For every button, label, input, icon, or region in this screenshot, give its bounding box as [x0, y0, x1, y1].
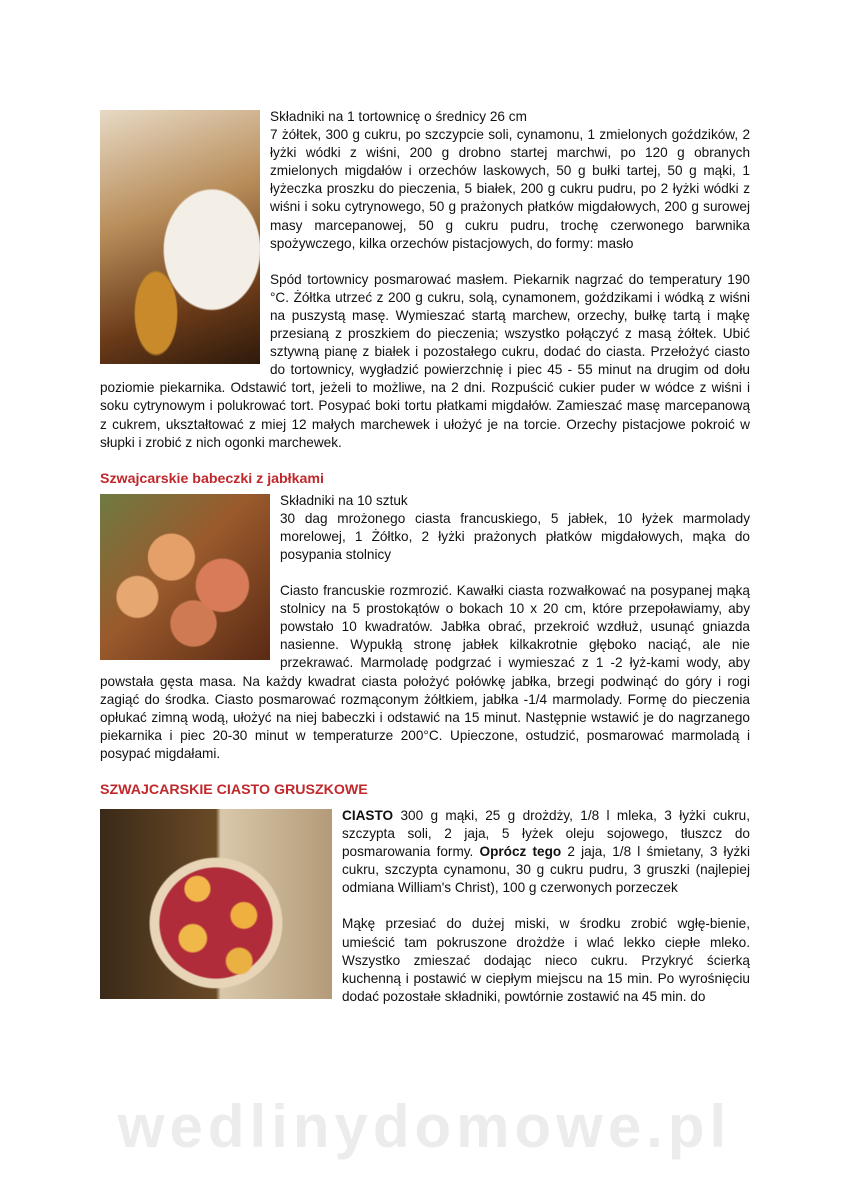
recipe1-method: Spód tortownicy posmarować masłem. Piekarnik nagrzać do temperatury 190 °C. Żółtka utrzeć z 200 g cukru, solą, cynamonem, goździkami i wódką z wiśni na puszystą masę. Wymieszać startą marchew, orzechy, bułkę tartą i mąkę przesianą z proszkiem do pieczenia; wszystko połączyć z masą żółtek. Ubić sztywną pianę z białek i pozostałego cukru, dodać do ciasta. Przełożyć ciasto do tortownicy, wygładzić powierzchnię i piec 45 - 55 minut na drugim od dołu poziomie piekarnika. Odstawić tort, jeżeli to możliwe, na 2 dni. Rozpuścić cukier puder w wódce z wiśni i soku cytrynowym i polukrować tort. Posypać boki tortu płatkami migdałów. Zamieszać masę marcepanową z cukrem, ukształtować z miej 12 małych marchewek i ułożyć je na torcie. Orzechy pistacjowe pokroić w słupki i zrobić z nich ogonki marchewek.: [100, 271, 750, 450]
spacer: [100, 763, 750, 781]
recipe1-ingredients-heading: Składniki na 1 tortownicę o średnicy 26 cm: [270, 109, 527, 124]
oprocz-label: Oprócz tego: [479, 844, 562, 860]
pear-cake-photo: [100, 809, 332, 999]
apple-tartlets-photo: [100, 494, 270, 660]
recipe2-ingredients: 30 dag mrożonego ciasta francuskiego, 5 jabłek, 10 łyżek marmolady morelowej, 1 Żółtko, 2 łyżki prażonych płatków migdałowych, mąka do posypania stolnicy: [280, 510, 750, 562]
oprocz-text: 2 jaja, 1/8 l śmietany, 3 łyżki cukru, szczypta cynamonu, 30 g cukru pudru, 3 gruszki (najlepiej odmiana William's Christ), 100 g czerwonych porzeczek: [342, 844, 750, 896]
recipe2-method: Ciasto francuskie rozmrozić. Kawałki ciasta rozwałkować na posypanej mąką stolnicy na 5 prostokątów o bokach 10 x 20 cm, które przepoławiamy, aby powstało 10 kwadratów. Jabłka obrać, przekroić wzdłuż, usunąć gniazda nasienne. Wypukłą stronę jabłek kilkakrotnie głęboko naciąć, ale nie przekrawać. Marmoladę podgrzać i wymieszać z 1 -2 łyż-kami wody, aby powstała gęsta masa. Na każdy kwadrat ciasta położyć połówkę jabłka, brzegi podwinąć do góry i rogi zagiąć do środka. Ciasto posmarować rozmąconym żółtkiem, jabłka -1/4 marmolady. Formę do pieczenia opłukać zimną wodą, ułożyć na niej babeczki i odstawić na 15 minut. Następnie wstawić je do nagrzanego piekarnika i piec 20-30 minut w temperaturze 200°C. Upieczone, ostudzić, posmarować marmoladą i posypać migdałami.: [100, 583, 750, 761]
watermark: wedlinydomowe.pl: [117, 1093, 732, 1160]
carrot-cake-photo: [100, 110, 260, 364]
recipe3-title: SZWAJCARSKIE CIASTO GRUSZKOWE: [100, 782, 368, 798]
recipe2-ingredients-heading: Składniki na 10 sztuk: [280, 492, 408, 508]
recipe3-method: Mąkę przesiać do dużej miski, w środku zrobić wgłę-bienie, umieścić tam pokruszone drożdże i wlać lekko ciepłe mleko. Wszystko zmieszać dodając nieco cukru. Przykryć ścierką kuchenną i postawić w ciepłym miejscu na 15 min. Po wyrośnięciu dodać pozostałe składniki, powtórnie zostawić na 45 min. do: [342, 916, 750, 1004]
recipe-page: [100, 108, 750, 1006]
recipe1-ingredients: 7 żółtek, 300 g cukru, po szczypcie soli, cynamonu, 1 zmielonych goździków, 2 łyżki wódki z wiśni, 200 g drobno startej marchwi, po 120 g obranych zmielonych migdałów i orzechów laskowych, 50 g bułki tartej, 50 g mąki, 1 łyżeczka proszku do pieczenia, 5 białek, 200 g cukru pudru, po 2 łyżki wódki z wiśni i soku cytrynowego, 50 g prażonych płatków migdałowych, 200 g surowej masy marcepanowej, 50 g cukru pudru, trochę czerwonego barwnika spożywczego, kilka orzechów pistacjowych, do formy: masło: [270, 127, 750, 251]
ciasto-text: 300 g mąki, 25 g drożdży, 1/8 l mleka, 3 łyżki cukru, szczypta soli, 2 jaja, 5 łyżek oleju sojowego, tłuszcz do posmarowania formy.: [342, 808, 750, 860]
recipe2-title: Szwajcarskie babeczki z jabłkami: [100, 470, 324, 487]
spacer: [100, 452, 750, 470]
ciasto-label: CIASTO: [342, 808, 394, 823]
